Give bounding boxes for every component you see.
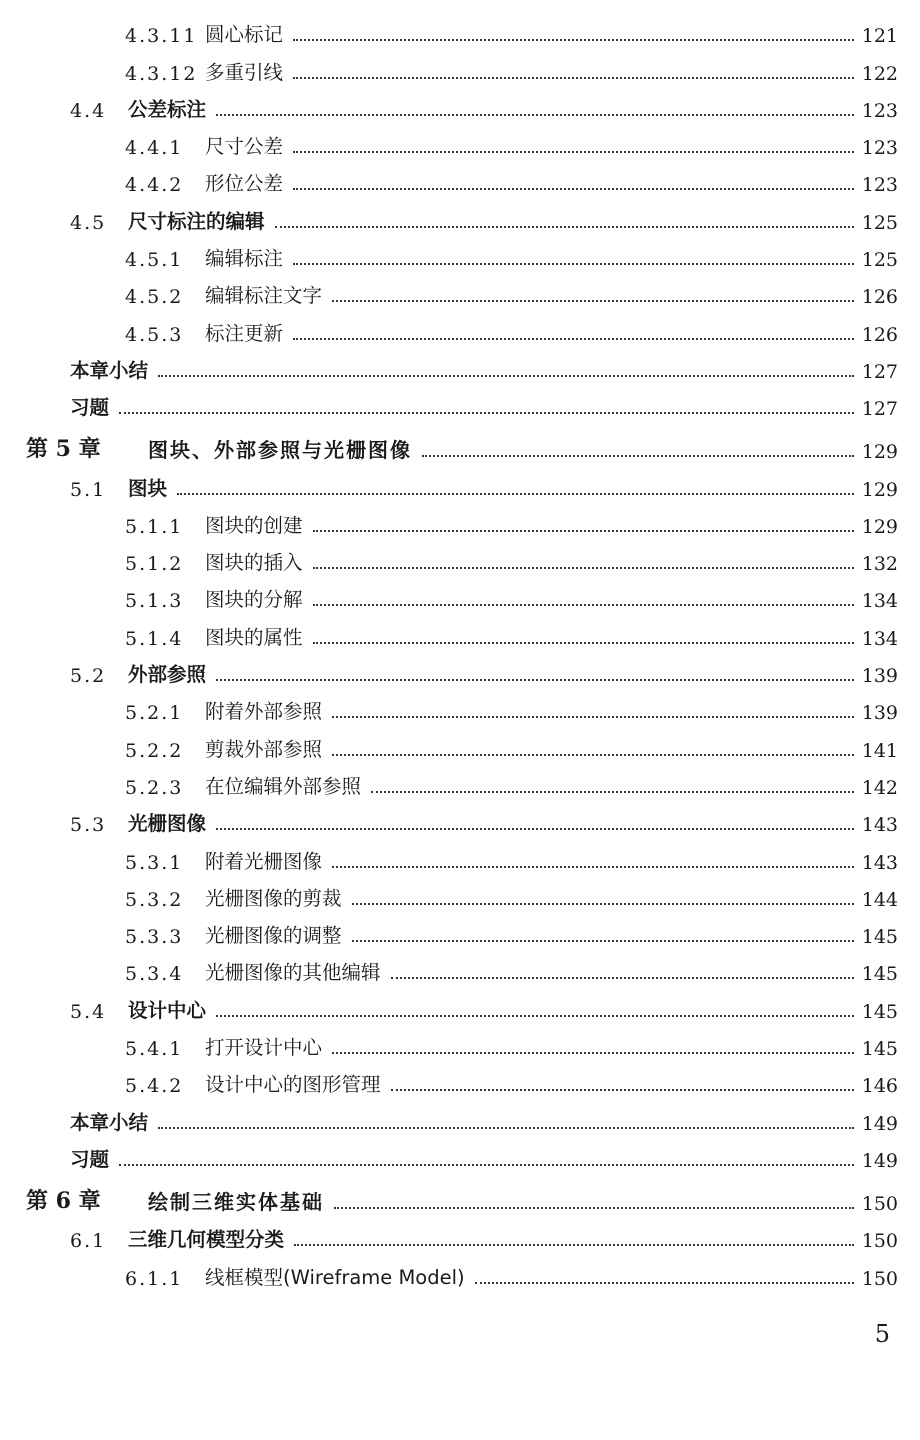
dot-leader (334, 1206, 854, 1209)
toc-chapter-row (0, 1176, 920, 1219)
toc-page-number: 132 (861, 553, 898, 576)
toc-subsection-row (0, 275, 920, 312)
section-title: 设计中心的图形管理 (205, 1073, 381, 1097)
section-number: 4.4 (70, 99, 107, 122)
section-title: 附着外部参照 (205, 700, 323, 724)
toc-section-row (0, 467, 920, 504)
section-number: 6.1.1 (125, 1267, 184, 1290)
dot-leader (177, 492, 854, 495)
dot-leader (216, 678, 854, 681)
toc-subsection-row (0, 691, 920, 728)
dot-leader (158, 374, 854, 377)
dot-leader (332, 715, 854, 718)
toc-page-number: 150 (861, 1267, 898, 1290)
toc-page-number: 125 (861, 211, 898, 234)
toc-chapter-end-row (0, 350, 920, 387)
dot-leader (293, 150, 854, 153)
section-title: 光栅图像的剪裁 (205, 886, 342, 910)
dot-leader (352, 939, 854, 942)
toc-chapter-end-row (0, 1101, 920, 1138)
toc-page-number: 126 (861, 323, 898, 346)
section-number: 5.3.3 (125, 926, 184, 949)
section-title: 图块的属性 (205, 625, 303, 649)
section-title: 形位公差 (205, 172, 284, 196)
section-number: 4.5.3 (125, 323, 184, 346)
toc-page-number: 123 (861, 174, 898, 197)
dot-leader (293, 38, 854, 41)
toc-page-number: 142 (861, 776, 898, 799)
section-title: 本章小结 (70, 1110, 149, 1134)
toc-subsection-row (0, 952, 920, 989)
toc-subsection-row (0, 14, 920, 51)
dot-leader (313, 641, 854, 644)
dot-leader (119, 411, 854, 414)
toc-page-number: 145 (861, 963, 898, 986)
toc-page-number: 129 (861, 515, 898, 538)
toc-subsection-row (0, 126, 920, 163)
toc-subsection-row (0, 1064, 920, 1101)
toc-subsection-row (0, 238, 920, 275)
toc-chapter-row (0, 424, 920, 467)
dot-leader (371, 790, 854, 793)
section-number: 5.2.3 (125, 776, 184, 799)
section-number: 5.4.2 (125, 1075, 184, 1098)
dot-leader (294, 1243, 854, 1246)
section-number: 5.3.1 (125, 851, 184, 874)
section-title: 光栅图像的调整 (205, 924, 342, 948)
toc-page-number: 134 (861, 590, 898, 613)
section-title: 附着光栅图像 (205, 849, 323, 873)
toc-page-number: 150 (861, 1230, 898, 1253)
section-number: 4.3.11 (125, 25, 198, 48)
toc-subsection-row (0, 915, 920, 952)
dot-leader (332, 753, 854, 756)
section-number: 5.3.4 (125, 963, 184, 986)
dot-leader (275, 225, 854, 228)
dot-leader (391, 976, 854, 979)
dot-leader (293, 76, 854, 79)
toc-page-number: 145 (861, 1000, 898, 1023)
toc-subsection-row (0, 163, 920, 200)
chapter-title: 绘制三维实体基础 (148, 1189, 324, 1214)
section-title: 打开设计中心 (205, 1036, 323, 1060)
dot-leader (293, 262, 854, 265)
toc-page-number: 143 (861, 851, 898, 874)
section-number: 4.4.1 (125, 137, 184, 160)
dot-leader (216, 1014, 854, 1017)
section-title: 公差标注 (128, 97, 207, 121)
toc-subsection-row (0, 1256, 920, 1293)
section-title: 外部参照 (128, 663, 207, 687)
toc-chapter-end-row (0, 1139, 920, 1176)
dot-leader (158, 1126, 854, 1129)
chapter-title: 图块、外部参照与光栅图像 (148, 438, 412, 463)
toc-page-number: 149 (861, 1112, 898, 1135)
toc-page-number: 123 (861, 99, 898, 122)
toc-page-number: 143 (861, 814, 898, 837)
dot-leader (216, 827, 854, 830)
dot-leader (313, 529, 854, 532)
section-number: 5.1.1 (125, 515, 184, 538)
toc-section-row (0, 989, 920, 1026)
section-number: 4.4.2 (125, 174, 184, 197)
toc-section-row (0, 200, 920, 237)
toc-page-number: 134 (861, 627, 898, 650)
dot-leader (352, 902, 854, 905)
section-title: 线框模型(Wireframe Model) (205, 1265, 465, 1289)
section-number: 5.4.1 (125, 1038, 184, 1061)
section-title: 光栅图像的其他编辑 (205, 961, 381, 985)
dot-leader (475, 1281, 854, 1284)
section-number: 5.2 (70, 665, 107, 688)
section-title: 图块的分解 (205, 588, 303, 612)
toc-page-number: 146 (861, 1075, 898, 1098)
section-number: 4.5 (70, 211, 107, 234)
section-title: 剪裁外部参照 (205, 737, 323, 761)
chapter-number: 第 5 章 (26, 436, 101, 463)
dot-leader (313, 566, 854, 569)
toc-page-number: 123 (861, 137, 898, 160)
section-title: 多重引线 (205, 60, 284, 84)
dot-leader (332, 865, 854, 868)
section-title: 图块 (128, 476, 168, 500)
toc-page-number: 139 (861, 702, 898, 725)
section-title: 圆心标记 (205, 23, 284, 47)
section-title: 习题 (70, 1147, 110, 1171)
section-title: 三维几何模型分类 (128, 1228, 285, 1252)
section-title: 尺寸标注的编辑 (128, 209, 265, 233)
chapter-number: 第 6 章 (26, 1187, 101, 1214)
section-title: 习题 (70, 396, 110, 420)
dot-leader (293, 187, 854, 190)
toc-subsection-row (0, 51, 920, 88)
section-number: 5.1 (70, 478, 107, 501)
section-title: 图块的创建 (205, 513, 303, 537)
section-number: 4.3.12 (125, 62, 198, 85)
toc-subsection-row (0, 840, 920, 877)
section-number: 5.1.3 (125, 590, 184, 613)
toc-page-number: 125 (861, 249, 898, 272)
page-number: 5 (874, 1320, 890, 1348)
toc-page-number: 139 (861, 665, 898, 688)
section-number: 5.2.1 (125, 702, 184, 725)
toc-page-number: 127 (861, 360, 898, 383)
toc-subsection-row (0, 766, 920, 803)
toc-subsection-row (0, 505, 920, 542)
toc-page-number: 129 (861, 441, 898, 464)
toc-page-number: 144 (861, 888, 898, 911)
toc-section-row (0, 803, 920, 840)
toc-subsection-row (0, 1027, 920, 1064)
toc-page-number: 141 (861, 739, 898, 762)
section-number: 5.2.2 (125, 739, 184, 762)
section-title: 本章小结 (70, 358, 149, 382)
section-number: 4.5.2 (125, 286, 184, 309)
section-title: 在位编辑外部参照 (205, 774, 362, 798)
toc-chapter-end-row (0, 387, 920, 424)
section-title: 标注更新 (205, 321, 284, 345)
dot-leader (332, 299, 854, 302)
toc-page-number: 122 (861, 62, 898, 85)
section-number: 5.3.2 (125, 888, 184, 911)
toc-section-row (0, 89, 920, 126)
dot-leader (293, 337, 854, 340)
toc-subsection-row (0, 542, 920, 579)
section-number: 5.1.2 (125, 553, 184, 576)
dot-leader (216, 113, 854, 116)
section-number: 5.1.4 (125, 627, 184, 650)
dot-leader (313, 603, 854, 606)
toc-page-number: 149 (861, 1149, 898, 1172)
section-title: 设计中心 (128, 998, 207, 1022)
toc-page-number: 126 (861, 286, 898, 309)
toc-subsection-row (0, 878, 920, 915)
toc-page-number: 145 (861, 926, 898, 949)
section-title: 编辑标注文字 (205, 284, 323, 308)
section-number: 4.5.1 (125, 249, 184, 272)
dot-leader (422, 454, 854, 457)
section-title: 尺寸公差 (205, 135, 284, 159)
section-number: 5.3 (70, 814, 107, 837)
toc-page-number: 121 (861, 25, 898, 48)
toc-page-number: 127 (861, 398, 898, 421)
toc-page-number: 150 (861, 1192, 898, 1215)
dot-leader (332, 1051, 854, 1054)
toc-subsection-row (0, 728, 920, 765)
section-number: 5.4 (70, 1000, 107, 1023)
section-title: 编辑标注 (205, 247, 284, 271)
toc-page-number: 145 (861, 1038, 898, 1061)
toc-page-number: 129 (861, 478, 898, 501)
toc-section-row (0, 654, 920, 691)
toc-subsection-row (0, 616, 920, 653)
toc-subsection-row (0, 579, 920, 616)
dot-leader (391, 1088, 854, 1091)
toc-subsection-row (0, 312, 920, 349)
toc-section-row (0, 1219, 920, 1256)
section-number: 6.1 (70, 1230, 107, 1253)
table-of-contents (0, 14, 920, 1294)
dot-leader (119, 1163, 854, 1166)
section-title: 图块的插入 (205, 551, 303, 575)
section-title: 光栅图像 (128, 812, 207, 836)
